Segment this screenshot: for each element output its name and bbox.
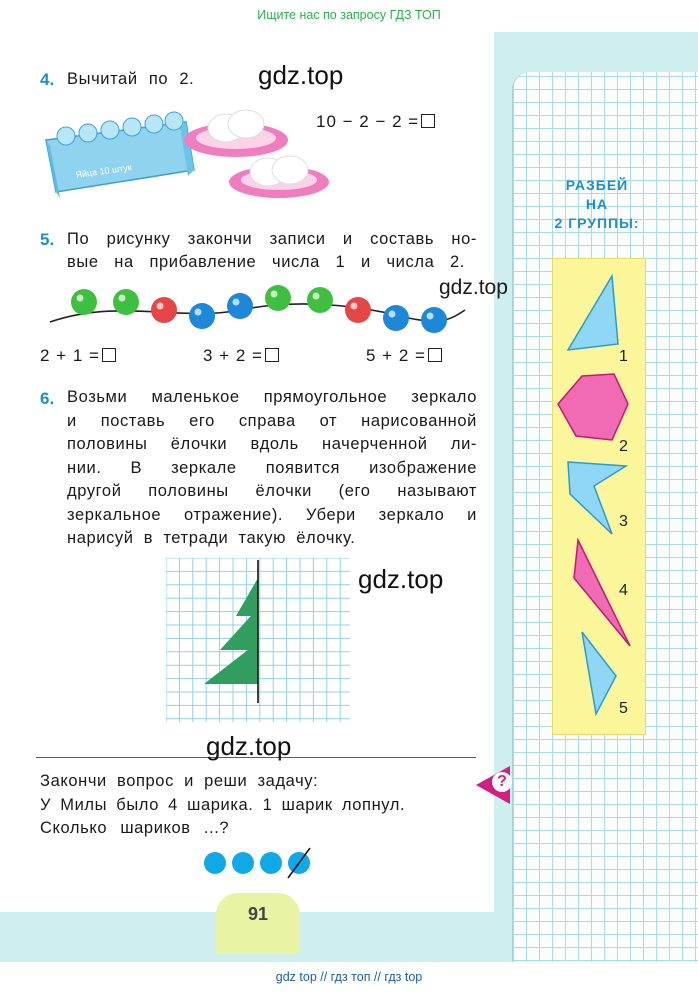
task6-line: зеркальное отражение). Убери зеркало и xyxy=(67,505,477,524)
bead xyxy=(307,287,333,313)
top-note[interactable]: Ищите нас по запросу ГДЗ ТОП xyxy=(257,8,441,22)
shape-label: 2 xyxy=(619,438,628,455)
bead xyxy=(151,297,177,323)
bead-highlight xyxy=(77,295,84,302)
egg-illustration xyxy=(36,100,336,210)
sidebar-title-line: РАЗБЕЙ xyxy=(565,177,629,193)
bead-highlight xyxy=(427,313,434,320)
bead xyxy=(265,285,291,311)
shape-2-hexagon xyxy=(558,374,628,440)
bead xyxy=(383,305,409,331)
answer-box[interactable] xyxy=(102,348,116,362)
bead xyxy=(189,303,215,329)
sidebar-title-line: НА xyxy=(585,196,609,212)
task5-line1: По рисунку закончи записи и составь но- xyxy=(67,230,477,248)
task5-number: 5. xyxy=(40,230,55,249)
bead-highlight xyxy=(351,303,358,310)
problem-text xyxy=(40,770,470,841)
bead-highlight xyxy=(233,299,240,306)
task6-line: и поставь его справа от нарисованной xyxy=(67,411,477,430)
equation-text: 5 + 2 = xyxy=(366,346,426,365)
sidebar-title xyxy=(544,176,650,233)
watermark: gdz.top xyxy=(439,276,508,299)
egg-plate-icon xyxy=(184,110,288,157)
task5-equation-3 xyxy=(366,346,442,366)
question-icon: ? xyxy=(492,772,512,792)
bead-string xyxy=(40,280,480,340)
equation-text: 10 − 2 − 2 = xyxy=(316,112,420,131)
problem-line: У Милы было 4 шарика. 1 шарик лопнул. xyxy=(40,795,406,814)
task4-equation xyxy=(316,112,435,132)
bead xyxy=(345,297,371,323)
problem-line: Сколько шариков ...? xyxy=(40,819,230,837)
bead xyxy=(113,289,139,315)
bead xyxy=(71,289,97,315)
carton-label: Яйца 10 штук xyxy=(74,162,133,180)
task5-equation-2 xyxy=(203,346,279,366)
answer-box[interactable] xyxy=(265,348,279,362)
shape-label: 3 xyxy=(619,513,628,530)
bead-highlight xyxy=(389,311,396,318)
answer-box[interactable] xyxy=(428,348,442,362)
balloon-dots xyxy=(204,852,310,874)
shape-1-triangle xyxy=(568,276,618,350)
bead-highlight xyxy=(195,309,202,316)
bead xyxy=(227,293,253,319)
equation-text: 2 + 1 = xyxy=(40,346,100,365)
balloon-dot xyxy=(260,852,282,874)
shape-label: 4 xyxy=(619,582,628,599)
egg-carton-icon xyxy=(46,112,194,198)
problem-line: Закончи вопрос и реши задачу: xyxy=(40,772,319,790)
bead-highlight xyxy=(271,291,278,298)
balloon-dot xyxy=(232,852,254,874)
task6-line: половины ёлочки вдоль начерченной ли- xyxy=(67,435,477,453)
task6-line: нарисуй в тетради такую ёлочку. xyxy=(67,529,356,547)
task4-text: Вычитай по 2. xyxy=(67,70,195,88)
task6-line: другой половины ёлочки (его называют xyxy=(67,482,477,500)
bead-highlight xyxy=(313,293,320,300)
page-number: 91 xyxy=(216,893,300,953)
task5-equation-1 xyxy=(40,346,116,366)
task5-line2: вые на прибавление числа 1 и числа 2. xyxy=(67,253,465,271)
task6-text xyxy=(67,386,477,551)
task6-line: Возьми маленькое прямоугольное зеркало xyxy=(67,388,477,406)
bottom-note[interactable]: gdz top // гдз топ // гдз top xyxy=(275,970,423,984)
shape-label: 1 xyxy=(619,348,628,365)
shape-5-triangle xyxy=(582,632,616,714)
strike-line-icon xyxy=(284,846,314,880)
answer-box[interactable] xyxy=(421,114,435,128)
task6-number: 6. xyxy=(40,389,55,408)
shape-3-concave xyxy=(568,462,626,534)
equation-text: 3 + 2 = xyxy=(203,346,263,365)
watermark: gdz.top xyxy=(358,564,444,594)
bead xyxy=(421,307,447,333)
task6-line: нии. В зеркале появится изображение xyxy=(67,458,477,477)
balloon-dot xyxy=(204,852,226,874)
task4-number: 4. xyxy=(40,70,55,89)
shapes-svg xyxy=(552,258,646,734)
tree-grid xyxy=(166,558,350,722)
watermark: gdz.top xyxy=(206,731,292,761)
popped-balloon-dot xyxy=(288,852,310,874)
bead-highlight xyxy=(119,295,126,302)
bead-highlight xyxy=(157,303,164,310)
shape-label: 5 xyxy=(619,700,628,717)
egg-plate-icon xyxy=(229,156,329,198)
watermark: gdz.top xyxy=(258,60,344,90)
sidebar-title-line: 2 ГРУППЫ: xyxy=(554,215,640,231)
